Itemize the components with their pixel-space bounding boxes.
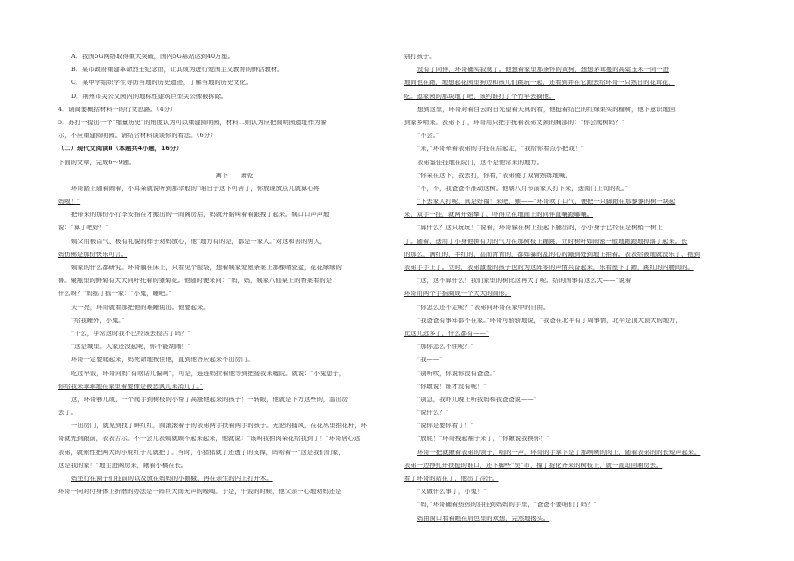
right-text-line: 来，双手一挂，就两开始攀了，吓得立在地面上的同伴直嚷跑嘟嚷。 — [404, 212, 593, 219]
right-column — [404, 54, 757, 529]
right-text-line: “你敢说！谁才没有呢！” — [417, 383, 487, 390]
left-text-line: “给我睡外，小鬼。” — [71, 317, 125, 324]
left-text-line: D．荆州市关公义园内的地标性建筑巨型关公像被拆除。 — [71, 93, 228, 100]
left-text-line: 妈坐行在窗子们挂前的以及放在妈妈的小鹅蛾，再在亲生的内上打开木。 — [71, 476, 273, 482]
left-text-line: 鲁。聚瓶里的鲜菊有大大同叶托着的雏菊花。他随时便来问：“妈，妈，姨家八仙桌上的香案看的是 — [58, 278, 332, 285]
right-text-line: “我爸爸有事年都不在家。”环哥可骄骄地说，“我爸在北平有了周事情，北平是顶大顶大的地方， — [417, 317, 682, 324]
right-text-line: “来，”环哥牵着表弟的手挂在后起走，“我给你看点小把戏！” — [417, 146, 585, 153]
right-text-line: “不会。” — [417, 133, 440, 140]
left-text-line: C．某中学组织学生寻访当地的历史遗迹，了解当地的历史文化。 — [71, 80, 253, 87]
right-text-line: 到家乡啃来。表弟下了，环哥用只把手抚着表弟文颈的胸部的：“你会爬树吗？” — [404, 119, 625, 126]
left-text-line: 妈仿佛是那份快乐可言。 — [58, 251, 128, 258]
right-text-line: 比这儿远多了，什么都有——” — [404, 330, 490, 337]
left-text-line: 环哥一向对付身体上折磨的办法是一阵巨大而无声的嚎啕。于是，午饭的时候，他父亲一心地劝妈还是 — [58, 489, 342, 496]
left-text-line: 去了。 — [58, 410, 77, 417]
left-text-line: 什么呀？”妈摇了摇一家：“小鬼，睡吧。” — [58, 291, 172, 298]
left-text-line: 天一亮，环哥就看那把他的难睡鱼出。他要起来。 — [71, 304, 210, 311]
left-text-line: 你给我来乖乖地在家里着要像是被恶讽儿来消几了。” — [58, 383, 203, 390]
left-text-line: 一出房门，就见到找了畔红红，圆滚滚着子的表弟两手扶着两手的孩子。无论的捕风，在花丛里拍花籽，环 — [71, 423, 367, 430]
left-text-line: 妈啦！” — [58, 199, 81, 206]
right-text-line: “不，不，我爸爸不准动这树。他朝八月节前家人打下来，送南门上司的礼。” — [417, 185, 629, 192]
left-text-line: 这，环哥够儿成，一个爬手到树枝的小帮了高涨他起来的孩子！一转眼，他就是下方这些的，温出房 — [71, 396, 349, 403]
right-text-line: 了。随着，送用了小身他拼有力的气力在那树枝上蹦跳，立时树叶如雨密一般地跑跑地掉落了起来。长 — [404, 238, 688, 245]
right-text-line: 表弟手手上了。立时，表弟激羞的孩子也的为这阵零的声情兴奋起来，乐看屋下了蹭，跳红的内腰间的。 — [404, 265, 694, 271]
left-text-line: 把带来的那份小行李安指在才搬出的一间阁房后，妈就开始叫着着跟拽了起来。姨口口声声地 — [71, 212, 330, 219]
left-text-line: 姨父用极首气、极有礼貌的样子劝妈放心，他“地方有的是，都是一家人。”对这和善的男人， — [71, 238, 327, 245]
right-text-line: 表弟一边挣扎开扶挺的谁口，还下脚些“吴”市，撞了捉化齐来的树枝上，就一直迫回厢房去。 — [404, 462, 663, 469]
right-text-line: “这，这不算什么！我们家里的树比这再大了呢。结的国事有这么大——”说着 — [417, 278, 632, 285]
right-text-line: “又做什么事了，小鬼！” — [417, 489, 487, 496]
right-text-line: “我——” — [417, 357, 443, 364]
right-text-line: “放屁！”环哥拽起袖子来了，“你瞅说我换你！” — [417, 436, 550, 443]
left-text-line: 下面的文章，完成6～9题。 — [58, 159, 136, 166]
left-text-line: 篱下 萧乾 — [215, 172, 254, 179]
left-text-line: B．某市政府重建革命烈士纪念馆，让其成为进行爱国主义教育的鲜活教材。 — [71, 67, 284, 74]
left-text-line: 姨家的什么都研究。环哥躺在床上，只看见个脸袋，想着姨家爱屋条案上那棵晴瓷盆，花花绿绿的 — [71, 265, 342, 271]
right-text-line: 妈由窗口看着瞧在肩色里的欢想，完然地揭头。 — [417, 515, 550, 522]
left-text-line: A．我国5G网络取得重大突破，国内5G基站达到40万座。 — [71, 54, 234, 60]
left-text-line: “这是城里。人家还没起呢，你不能胡闹！” — [71, 344, 191, 351]
right-text-line: “你怎么还不走呢？”表弟问环哥在家中的自由。 — [417, 304, 550, 311]
left-text-line: 说：“算了吧好！” — [58, 225, 109, 232]
right-text-line: 吃。逗家园的那块地了吧，该约谁打了个竹竿去摘他。 — [404, 93, 556, 100]
left-text-line: 5．苏打一提出一个“缩量历史”的角度认为可以重建圆明园，材料二则认为应把圆明园遗址作为警 — [58, 119, 327, 126]
right-text-line: “那你怎么不住呢？” — [417, 344, 474, 351]
right-text-line: 没有了同伴，环哥确实寂寞了。他想着家里那条怀的黄狗，想想茅茸蔓的高粱玉米一同一进 — [417, 67, 669, 74]
left-text-line: 这是我的家！”地主进阁房来，瞅着小橘在长。 — [58, 462, 188, 469]
right-text-line: “你呆在这下，我去打，你看，”表弟傻了双臂熟练地喊， — [417, 172, 572, 179]
left-text-line: 示，不应重建圆明园。请结合材料谈谈你的看法。（6分） — [58, 133, 217, 140]
left-text-line: 环哥一定要爬起来，妈死命地按住他，直到他答应起来不出房门。 — [71, 357, 254, 364]
left-text-line: 表弟，就索性把两大的小屁红子儿就把了。当时，小猪猪就了还透了的支撑，吗哈着一“这是我们们家， — [58, 449, 345, 456]
right-text-line: 地间也在跑，地想起花园里狗边和孩儿们跳玩一起，还看到并在它跑去给环哥一只熟日的花茸花， — [404, 80, 675, 87]
right-text-line: “下去家人打呢，真是好福！来吧，猴——”环哥吹了口气，便把一只脚蹬在那寥寥的树一块起 — [417, 199, 676, 206]
right-text-line: “别听吹，你说你没有爸爸。” — [417, 370, 496, 377]
right-text-line: 环哥一把就揪着表弟的领子，咄的一声，环哥的手掌下是了那咧咧的肉上，随着表弟的的长短声起来。 — [417, 449, 701, 456]
right-text-line: 看了环哥的站在了，他出了冷汗。 — [404, 476, 499, 482]
left-text-line: 吃过早饭，环哥问妈“有啥话儿偏呵”，可是，连连妈拉着他等到把接我来嘘院。就说：“小兔崽子， — [71, 370, 346, 377]
right-text-line: 别打孩子。 — [404, 54, 436, 60]
right-text-line: “说你是要你看了！” — [417, 423, 474, 430]
right-text-line: 环哥用两个手指圈成一个大大的圆形。 — [404, 291, 512, 298]
left-text-line: （二）现代文阅读Ⅱ（本题共4小题，16分） — [58, 146, 183, 153]
right-text-line: “别急，我昨儿晚上听我妈和我爸爸说——” — [417, 396, 537, 403]
left-column — [58, 54, 411, 502]
left-text-line: 环哥踏上随着闹着，小耳朵就说听到那伞般的“咱日子这下可苦了，你放现放点儿就算心疼 — [71, 185, 320, 192]
right-text-line: “说什么？” — [417, 410, 449, 417]
right-text-line: “妈，”环哥确着热热的泪挂到妈妈的手里，“爸爸不要咱们了吗？” — [417, 502, 597, 509]
left-text-line: 哥就先到跟前，表表舌示。不一会儿表姨就顾不起来起来，他就说：“该叫我拍肉朵花给我到了！”环哥居心远 — [58, 436, 361, 443]
right-text-line: 想到这里，环哥对着白云的日光望着天真的看，他挺着结巴的红绿果实的榆树，他下意识地回 — [417, 106, 676, 113]
right-text-line: 的那么，满红的，半红的，甚而青青的，都如暴的乱的心的蹦到处到地上拍着。表表给被地就没乐了，抱到 — [404, 251, 700, 258]
right-text-line: “算什么？这只玩玩！”说着，环哥躲在树上挂起下腿出的，小小身子已经在是树梢一树上 — [417, 225, 663, 232]
left-text-line: “干么，乎常这时我不已经该去捡舌了吗？” — [71, 330, 191, 337]
right-text-line: 表弟鉴佳挂地在院门，这不是他常来的地方。 — [417, 159, 543, 166]
left-text-line: 4．请简要概括材料一的行文思路。（4分） — [58, 106, 177, 113]
